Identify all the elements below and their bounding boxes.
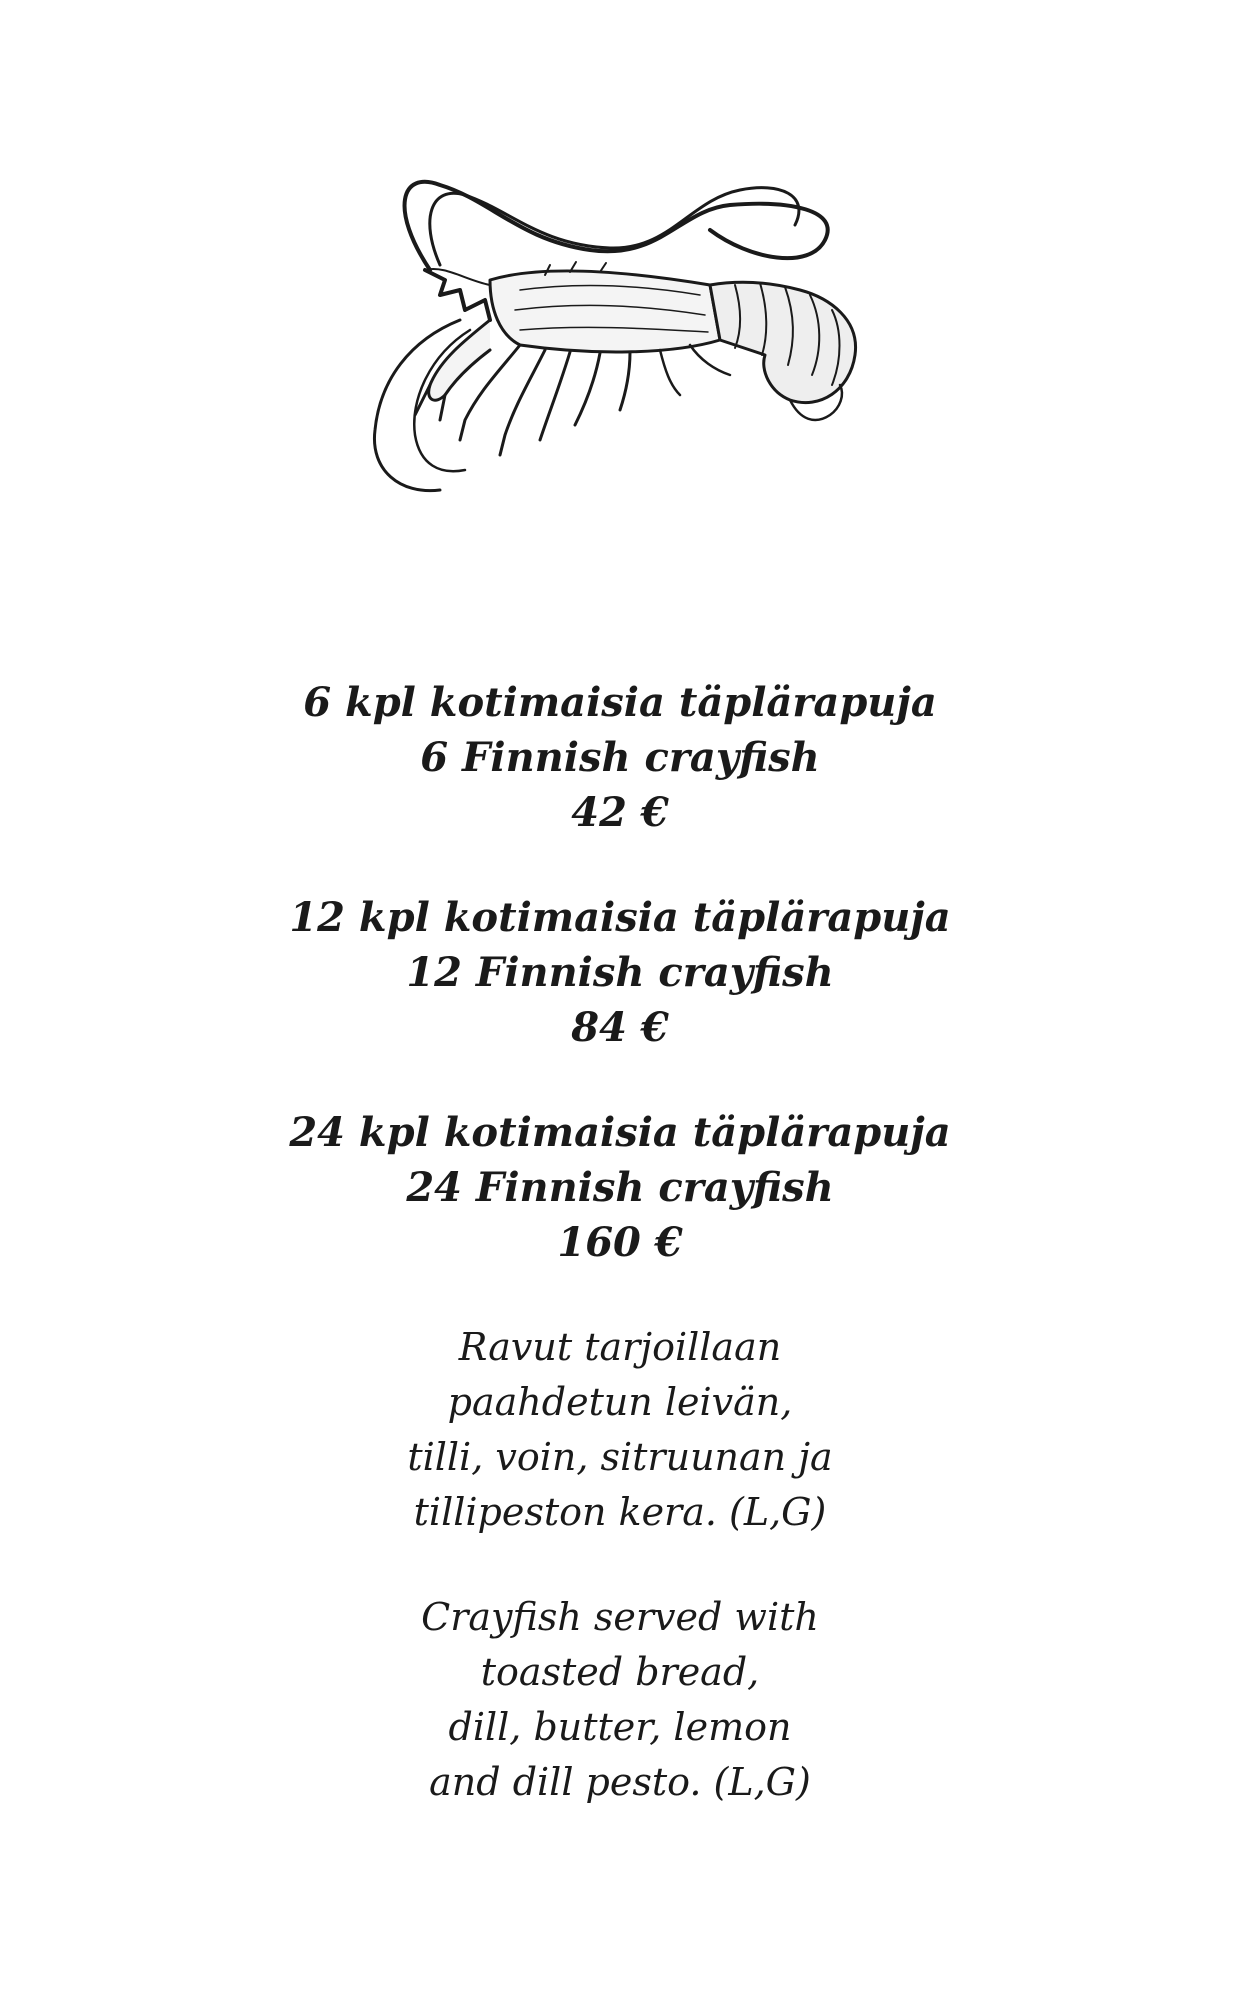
menu-item: [0, 675, 1240, 840]
description-line: tillipeston kera. (L,G): [413, 1490, 827, 1534]
description-line: paahdetun leivän,: [447, 1380, 793, 1424]
item-price: 160 €: [557, 1219, 683, 1266]
item-name-fi: 6 kpl kotimaisia täplärapuja: [303, 679, 937, 726]
description-line: tilli, voin, sitruunan ja: [407, 1435, 833, 1479]
description-line: Ravut tarjoillaan: [458, 1325, 782, 1369]
menu-item: [0, 1105, 1240, 1270]
description-line: toasted bread,: [480, 1650, 760, 1694]
item-name-fi: 24 kpl kotimaisia täplärapuja: [289, 1109, 951, 1156]
description-finnish: [0, 1320, 1240, 1540]
description-line: Crayfish served with: [421, 1595, 819, 1639]
item-name-en: 12 Finnish crayfish: [406, 949, 834, 996]
description-line: and dill pesto. (L,G): [429, 1760, 811, 1804]
menu-item: [0, 890, 1240, 1055]
menu-section: [0, 675, 1240, 1860]
item-name-fi: 12 kpl kotimaisia täplärapuja: [289, 894, 951, 941]
description-english: [0, 1590, 1240, 1810]
item-price: 42 €: [571, 789, 669, 836]
item-price: 84 €: [571, 1004, 669, 1051]
crayfish-illustration: [370, 170, 890, 515]
item-name-en: 6 Finnish crayfish: [420, 734, 820, 781]
item-name-en: 24 Finnish crayfish: [406, 1164, 834, 1211]
description-line: dill, butter, lemon: [448, 1705, 792, 1749]
